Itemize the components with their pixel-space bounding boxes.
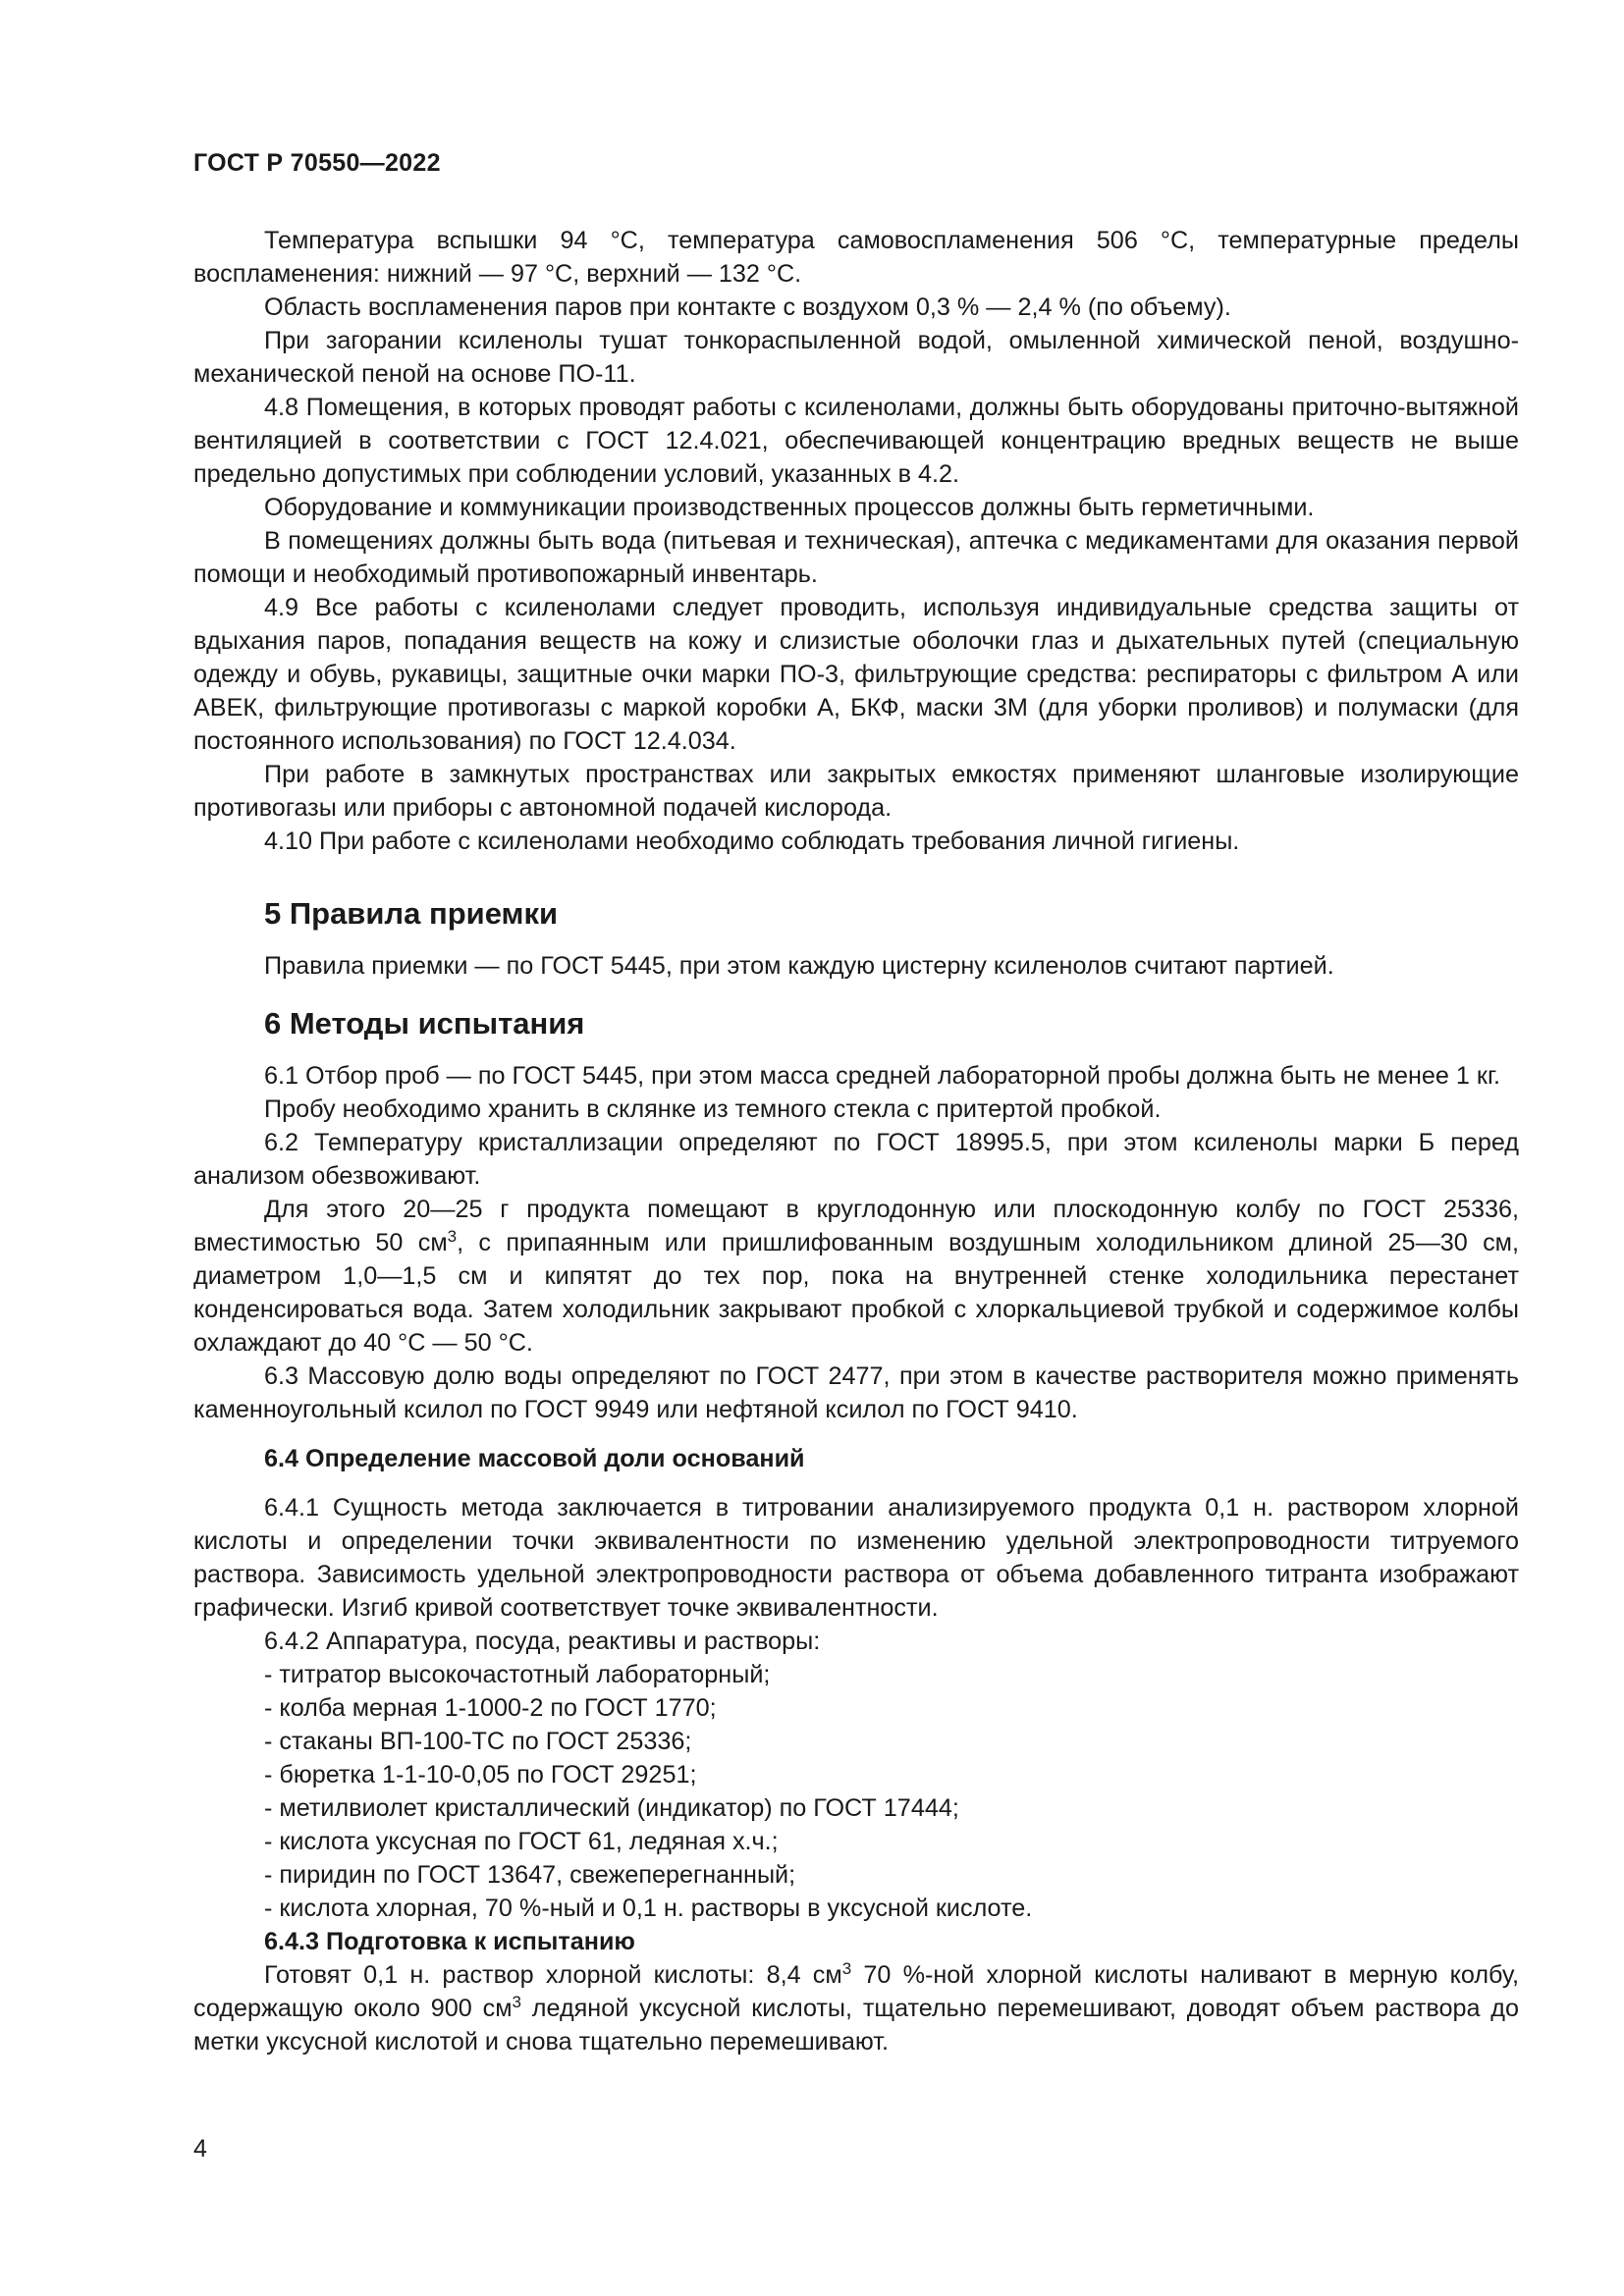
document-header: ГОСТ Р 70550—2022 [193, 149, 441, 177]
list-item: - кислота хлорная, 70 %-ный и 0,1 н. растворы в уксусной кислоте. [264, 1892, 1519, 1925]
section-heading-5: 5 Правила приемки [264, 896, 559, 931]
text-run: , с припаянным или пришлифованным воздушным холодильником длиной 25—30 см, диаметром 1,0—1,5 см и кипятят до тех пор, пока на внутренней стенке холодильника перестанет конденсироваться вода. Затем холодильник закрывают пробкой с хлоркальциевой трубкой и содержимое колбы охлаждают до 40 °С — 50 °С. [193, 1229, 1519, 1357]
paragraph: Температура вспышки 94 °С, температура самовоспламенения 506 °С, температурные пределы воспламенения: нижний — 97 °С, верхний — 132 °С. [193, 227, 1519, 288]
list-item: - стаканы ВП-100-ТС по ГОСТ 25336; [264, 1725, 1519, 1758]
paragraph: Пробу необходимо хранить в склянке из темного стекла с притертой пробкой. [264, 1095, 1162, 1123]
text-run: 70 %-ной хлорной кислоты наливают в мерную колбу, содержащую около 900 см [193, 1961, 1519, 2022]
paragraph: Правила приемки — по ГОСТ 5445, при этом каждую цистерну ксиленолов считают партией. [264, 952, 1334, 980]
apparatus-list [193, 1658, 1519, 1925]
superscript: 3 [512, 1993, 521, 2011]
list-item: - метилвиолет кристаллический (индикатор) по ГОСТ 17444; [264, 1791, 1519, 1825]
document-body [193, 224, 1519, 2058]
list-item: - бюретка 1-1-10-0,05 по ГОСТ 29251; [264, 1758, 1519, 1791]
list-item: - пиридин по ГОСТ 13647, свежеперегнанный; [264, 1858, 1519, 1892]
paragraph [193, 1193, 1519, 1360]
list-item: - кислота уксусная по ГОСТ 61, ледяная х.ч.; [264, 1825, 1519, 1858]
paragraph: Область воспламенения паров при контакте с воздухом 0,3 % — 2,4 % (по объему). [264, 294, 1231, 321]
paragraph-6-4-1: 6.4.1 Сущность метода заключается в титровании анализируемого продукта 0,1 н. раствором хлорной кислоты и определении точки эквивалентности по изменению удельной электропроводности титруемого раствора. Зависимость удельной электропроводности раствора от объема добавленного титранта изображают графически. Изгиб кривой соответствует точке эквивалентности. [193, 1494, 1519, 1622]
page-number: 4 [193, 2135, 207, 2163]
text-run: ледяной уксусной кислоты, тщательно перемешивают, доводят объем раствора до метки уксусной кислотой и снова тщательно перемешивают. [193, 1995, 1519, 2056]
paragraph-6-4-2: 6.4.2 Аппаратура, посуда, реактивы и растворы: [264, 1628, 821, 1655]
paragraph: Оборудование и коммуникации производственных процессов должны быть герметичными. [264, 494, 1315, 521]
subsection-heading-6-4: 6.4 Определение массовой доли оснований [264, 1445, 805, 1472]
paragraph: При работе в замкнутых пространствах или закрытых емкостях применяют шланговые изолирующие противогазы или приборы с автономной подачей кислорода. [193, 761, 1519, 822]
superscript: 3 [841, 1959, 852, 1978]
paragraph-4-8: 4.8 Помещения, в которых проводят работы с ксиленолами, должны быть оборудованы приточно-вытяжной вентиляцией в соответствии с ГОСТ 12.4.021, обеспечивающей концентрацию вредных веществ не выше предельно допустимых при соблюдении условий, указанных в 4.2. [193, 394, 1519, 488]
paragraph-6-1: 6.1 Отбор проб — по ГОСТ 5445, при этом масса средней лабораторной пробы должна быть не менее 1 кг. [264, 1062, 1501, 1090]
paragraph [193, 1958, 1519, 2058]
paragraph: В помещениях должны быть вода (питьевая и техническая), аптечка с медикаментами для оказания первой помощи и необходимый противопожарный инвентарь. [193, 527, 1519, 588]
subsection-heading-6-4-3: 6.4.3 Подготовка к испытанию [264, 1928, 635, 1955]
list-item: - титратор высокочастотный лабораторный; [264, 1658, 1519, 1691]
paragraph-6-2: 6.2 Температуру кристаллизации определяют по ГОСТ 18995.5, при этом ксиленолы марки Б перед анализом обезвоживают. [193, 1129, 1519, 1190]
superscript: 3 [447, 1227, 458, 1246]
paragraph-4-9: 4.9 Все работы с ксиленолами следует проводить, используя индивидуальные средства защиты от вдыхания паров, попадания веществ на кожу и слизистые оболочки глаз и дыхательных путей (специальную одежду и обувь, рукавицы, защитные очки марки ПО-3, фильтрующие средства: респираторы с фильтром А или АВЕК, фильтрующие противогазы с маркой коробки А, БКФ, маски 3М (для уборки проливов) и полумаски (для постоянного использования) по ГОСТ 12.4.034. [193, 594, 1519, 755]
section-heading-6: 6 Методы испытания [264, 1006, 585, 1041]
text-run: Готовят 0,1 н. раствор хлорной кислоты: 8,4 см [264, 1961, 842, 1989]
paragraph-6-3: 6.3 Массовую долю воды определяют по ГОСТ 2477, при этом в качестве растворителя можно применять каменноугольный ксилол по ГОСТ 9949 или нефтяной ксилол по ГОСТ 9410. [193, 1362, 1519, 1423]
list-item: - колба мерная 1-1000-2 по ГОСТ 1770; [264, 1691, 1519, 1725]
paragraph: При загорании ксиленолы тушат тонкораспыленной водой, омыленной химической пеной, воздушно-механической пеной на основе ПО-11. [193, 327, 1519, 388]
paragraph-4-10: 4.10 При работе с ксиленолами необходимо соблюдать требования личной гигиены. [264, 828, 1240, 855]
text-run: Для этого 20—25 г продукта помещают в круглодонную или плоскодонную колбу по ГОСТ 25336, вместимостью 50 см [193, 1196, 1519, 1256]
